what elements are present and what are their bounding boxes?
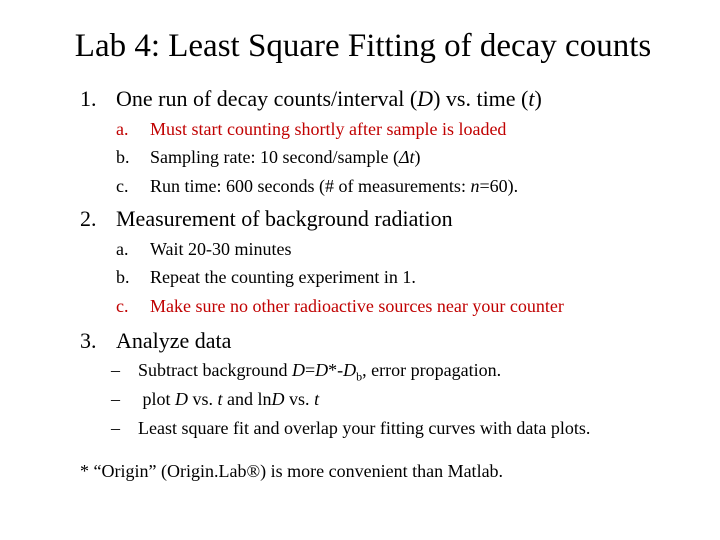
dash-marker: – [111, 360, 120, 380]
dash-marker: – [111, 418, 120, 438]
sublist-marker: c. [116, 296, 129, 316]
sublist-marker: a. [116, 119, 129, 139]
sublist-text: Make sure no other radioactive sources near your counter [150, 296, 564, 316]
sublist-marker: c. [116, 176, 129, 196]
sublist-text: Subtract background $D=D*-D_b$, error propagation. [138, 360, 502, 384]
footnote: * “Origin” (Origin.Lab®) is more convenient than Matlab. [80, 461, 504, 481]
sublist-marker: a. [116, 239, 129, 259]
sublist-text: Sampling rate: 10 second/sample (Δt) [150, 147, 421, 167]
list-item-text: One run of decay counts/interval (D) vs. time (t) [116, 86, 542, 111]
sublist-text: Wait 20-30 minutes [150, 239, 292, 259]
sublist-text: Must start counting shortly after sample is loaded [150, 119, 507, 139]
sublist-text: Repeat the counting experiment in 1. [150, 267, 416, 287]
list-number: 2. [80, 206, 97, 231]
sublist-marker: b. [116, 267, 130, 287]
list-item-text: Measurement of background radiation [116, 206, 453, 231]
sublist-text: Least square fit and overlap your fitting curves with data plots. [138, 418, 591, 438]
sublist-text: plot D vs. t and lnD vs. t [138, 389, 320, 409]
sublist-marker: b. [116, 147, 130, 167]
list-number: 1. [80, 86, 97, 111]
list-number: 3. [80, 328, 97, 353]
slide-title: Lab 4: Least Square Fitting of decay counts [74, 28, 652, 64]
list-item-text: Analyze data [116, 328, 232, 353]
dash-marker: – [111, 389, 120, 409]
sublist-text: Run time: 600 seconds (# of measurements: n=60). [150, 176, 519, 196]
